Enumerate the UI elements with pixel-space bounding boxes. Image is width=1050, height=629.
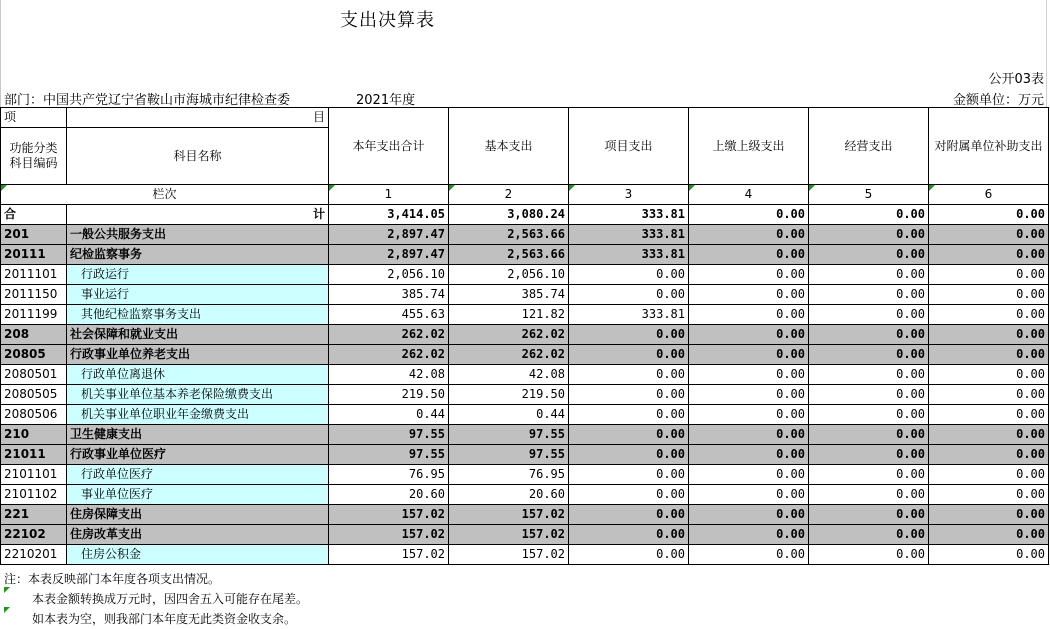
header-col-upper[interactable]: 上缴上级支出 — [689, 108, 809, 185]
row-name[interactable]: 纪检监察事务 — [67, 245, 329, 265]
note-2-text: 本表金额转换成万元时，因四舍五入可能存在尾差。 — [32, 592, 309, 606]
row-value[interactable]: 0.00 — [689, 525, 809, 545]
row-value[interactable]: 0.00 — [689, 245, 809, 265]
row-value[interactable]: 0.00 — [929, 465, 1049, 485]
row-value[interactable]: 262.02 — [329, 345, 449, 365]
col-num-5[interactable]: 5 — [809, 185, 929, 205]
note-3-text: 如本表为空，则我部门本年度无此类资金收支余。 — [32, 612, 297, 626]
row-code[interactable]: 2011199 — [1, 305, 67, 325]
row-value[interactable]: 0.00 — [569, 345, 689, 365]
table-row — [1, 325, 1049, 345]
table-row — [1, 525, 1049, 545]
col-num-4[interactable]: 4 — [689, 185, 809, 205]
total-value[interactable]: 3,414.05 — [329, 205, 449, 225]
row-name[interactable]: 其他纪检监察事务支出 — [67, 305, 329, 325]
row-value[interactable]: 0.00 — [809, 285, 929, 305]
row-value[interactable]: 76.95 — [329, 465, 449, 485]
row-value[interactable]: 0.00 — [689, 305, 809, 325]
col-num-3[interactable]: 3 — [569, 185, 689, 205]
row-value[interactable]: 0.00 — [569, 265, 689, 285]
row-value[interactable]: 0.00 — [569, 325, 689, 345]
row-code[interactable]: 201 — [1, 225, 67, 245]
row-code[interactable]: 210 — [1, 425, 67, 445]
row-value[interactable]: 0.00 — [569, 425, 689, 445]
header-col-business[interactable]: 经营支出 — [809, 108, 929, 185]
note-1: 注：本表反映部门本年度各项支出情况。 — [4, 572, 221, 586]
header-row-top — [1, 108, 1049, 128]
row-value[interactable]: 157.02 — [449, 545, 569, 565]
row-value[interactable]: 0.00 — [689, 405, 809, 425]
row-value[interactable]: 0.00 — [569, 405, 689, 425]
row-value[interactable]: 0.00 — [809, 525, 929, 545]
row-value[interactable]: 157.02 — [449, 525, 569, 545]
table-row — [1, 545, 1049, 565]
header-col-total[interactable]: 本年支出合计 — [329, 108, 449, 185]
row-code[interactable]: 20111 — [1, 245, 67, 265]
row-code[interactable]: 2210201 — [1, 545, 67, 565]
row-name[interactable]: 住房保障支出 — [67, 505, 329, 525]
row-value[interactable]: 0.00 — [809, 345, 929, 365]
row-value[interactable]: 455.63 — [329, 305, 449, 325]
row-value[interactable]: 0.00 — [809, 225, 929, 245]
row-value[interactable]: 121.82 — [449, 305, 569, 325]
row-code[interactable]: 2011150 — [1, 285, 67, 305]
row-value[interactable]: 219.50 — [449, 385, 569, 405]
row-value[interactable]: 0.00 — [929, 485, 1049, 505]
row-value[interactable]: 0.00 — [929, 505, 1049, 525]
row-code[interactable]: 2011101 — [1, 265, 67, 285]
row-value[interactable]: 0.00 — [809, 305, 929, 325]
header-mu[interactable]: 目 — [67, 108, 329, 128]
row-value[interactable]: 0.00 — [929, 225, 1049, 245]
header-name[interactable]: 科目名称 — [67, 128, 329, 185]
header-lanci[interactable]: 栏次 — [1, 185, 329, 205]
table-row — [1, 285, 1049, 305]
cell-marker-icon — [4, 587, 10, 593]
row-value[interactable]: 0.00 — [929, 365, 1049, 385]
cell-marker-icon — [4, 607, 10, 613]
total-value[interactable]: 3,080.24 — [449, 205, 569, 225]
row-value[interactable]: 0.00 — [689, 265, 809, 285]
row-value[interactable]: 0.00 — [689, 385, 809, 405]
table-row — [1, 465, 1049, 485]
table-row — [1, 265, 1049, 285]
unit-label: 金额单位：万元 — [952, 93, 1044, 108]
table-row — [1, 385, 1049, 405]
row-value[interactable]: 20.60 — [449, 485, 569, 505]
row-value[interactable]: 0.00 — [689, 485, 809, 505]
row-value[interactable]: 0.00 — [689, 365, 809, 385]
row-value[interactable]: 0.00 — [929, 525, 1049, 545]
row-code[interactable]: 208 — [1, 325, 67, 345]
col-num-1[interactable]: 1 — [329, 185, 449, 205]
header-col-project[interactable]: 项目支出 — [569, 108, 689, 185]
row-value[interactable]: 0.44 — [329, 405, 449, 425]
row-value[interactable]: 157.02 — [329, 545, 449, 565]
row-value[interactable]: 0.00 — [689, 465, 809, 485]
expenditure-table — [0, 107, 1049, 565]
row-code[interactable]: 2101101 — [1, 465, 67, 485]
row-value[interactable]: 0.00 — [569, 545, 689, 565]
row-value[interactable]: 0.00 — [809, 485, 929, 505]
total-value[interactable]: 333.81 — [569, 205, 689, 225]
row-value[interactable]: 0.00 — [569, 385, 689, 405]
table-row — [1, 245, 1049, 265]
row-value[interactable]: 219.50 — [329, 385, 449, 405]
row-value[interactable]: 2,563.66 — [449, 225, 569, 245]
col-num-2[interactable]: 2 — [449, 185, 569, 205]
table-row — [1, 405, 1049, 425]
row-name[interactable]: 卫生健康支出 — [67, 425, 329, 445]
row-value[interactable]: 76.95 — [449, 465, 569, 485]
row-value[interactable]: 20.60 — [329, 485, 449, 505]
page-title: 支出决算表 — [340, 10, 435, 31]
row-value[interactable]: 333.81 — [569, 245, 689, 265]
table-row — [1, 305, 1049, 325]
row-value[interactable]: 97.55 — [329, 425, 449, 445]
row-value[interactable]: 0.00 — [689, 445, 809, 465]
total-value[interactable]: 0.00 — [689, 205, 809, 225]
form-code: 公开03表 — [988, 72, 1044, 87]
total-label-left[interactable]: 合 — [1, 205, 67, 225]
row-value[interactable]: 0.00 — [929, 325, 1049, 345]
row-name[interactable]: 行政运行 — [67, 265, 329, 285]
table-row — [1, 365, 1049, 385]
row-value[interactable]: 385.74 — [449, 285, 569, 305]
row-name[interactable]: 住房公积金 — [67, 545, 329, 565]
row-value[interactable]: 0.00 — [569, 485, 689, 505]
row-value[interactable]: 0.00 — [689, 505, 809, 525]
row-value[interactable]: 0.00 — [569, 365, 689, 385]
row-value[interactable]: 0.00 — [809, 385, 929, 405]
table-row — [1, 345, 1049, 365]
col-num-6[interactable]: 6 — [929, 185, 1049, 205]
row-value[interactable]: 2,563.66 — [449, 245, 569, 265]
table-row — [1, 445, 1049, 465]
row-value[interactable]: 0.00 — [689, 285, 809, 305]
row-value[interactable]: 0.00 — [929, 445, 1049, 465]
row-value[interactable]: 0.00 — [929, 405, 1049, 425]
row-name[interactable]: 行政事业单位医疗 — [67, 445, 329, 465]
total-value[interactable]: 0.00 — [929, 205, 1049, 225]
row-value[interactable]: 0.00 — [929, 385, 1049, 405]
row-code[interactable]: 20805 — [1, 345, 67, 365]
row-value[interactable]: 0.00 — [809, 465, 929, 485]
row-value[interactable]: 0.00 — [569, 285, 689, 305]
row-value[interactable]: 0.00 — [809, 325, 929, 345]
row-value[interactable]: 0.00 — [809, 505, 929, 525]
department-label: 部门：中国共产党辽宁省鞍山市海城市纪律检查委 — [4, 93, 291, 108]
total-value[interactable]: 0.00 — [809, 205, 929, 225]
row-name[interactable]: 机关事业单位基本养老保险缴费支出 — [67, 385, 329, 405]
row-value[interactable]: 42.08 — [449, 365, 569, 385]
row-value[interactable]: 262.02 — [449, 345, 569, 365]
table-row — [1, 485, 1049, 505]
header-xiang[interactable]: 项 — [1, 108, 67, 128]
year-label: 2021年度 — [356, 93, 416, 108]
row-value[interactable]: 0.00 — [929, 425, 1049, 445]
row-code[interactable]: 21011 — [1, 445, 67, 465]
note-3 — [4, 609, 308, 629]
row-value[interactable]: 333.81 — [569, 225, 689, 245]
row-value[interactable]: 2,897.47 — [329, 225, 449, 245]
row-value[interactable]: 0.00 — [689, 345, 809, 365]
row-value[interactable]: 0.00 — [809, 425, 929, 445]
total-label-right[interactable]: 计 — [67, 205, 329, 225]
row-name[interactable]: 行政事业单位养老支出 — [67, 345, 329, 365]
row-value[interactable]: 0.00 — [929, 305, 1049, 325]
row-value[interactable]: 0.00 — [809, 245, 929, 265]
row-name[interactable]: 事业运行 — [67, 285, 329, 305]
row-code[interactable]: 2101102 — [1, 485, 67, 505]
header-col-subsidy[interactable]: 对附属单位补助支出 — [929, 108, 1049, 185]
sheet-gridline — [1046, 0, 1047, 108]
row-code[interactable]: 221 — [1, 505, 67, 525]
row-value[interactable]: 0.00 — [929, 265, 1049, 285]
row-value[interactable]: 0.44 — [449, 405, 569, 425]
row-value[interactable]: 0.00 — [569, 445, 689, 465]
row-name[interactable]: 行政单位医疗 — [67, 465, 329, 485]
notes — [4, 569, 308, 629]
table-row — [1, 425, 1049, 445]
row-value[interactable]: 2,056.10 — [449, 265, 569, 285]
row-value[interactable]: 0.00 — [809, 445, 929, 465]
row-value[interactable]: 157.02 — [329, 525, 449, 545]
row-value[interactable]: 0.00 — [929, 545, 1049, 565]
row-name[interactable]: 机关事业单位职业年金缴费支出 — [67, 405, 329, 425]
row-name[interactable]: 行政单位离退休 — [67, 365, 329, 385]
row-value[interactable]: 0.00 — [689, 545, 809, 565]
row-value[interactable]: 2,056.10 — [329, 265, 449, 285]
row-value[interactable]: 0.00 — [809, 545, 929, 565]
row-value[interactable]: 0.00 — [569, 525, 689, 545]
table-row — [1, 505, 1049, 525]
row-value[interactable]: 2,897.47 — [329, 245, 449, 265]
total-row — [1, 205, 1049, 225]
row-value[interactable]: 97.55 — [329, 445, 449, 465]
row-value[interactable]: 0.00 — [809, 265, 929, 285]
row-code[interactable]: 22102 — [1, 525, 67, 545]
row-code[interactable]: 2080506 — [1, 405, 67, 425]
row-value[interactable]: 262.02 — [449, 325, 569, 345]
row-name[interactable]: 事业单位医疗 — [67, 485, 329, 505]
row-value[interactable]: 0.00 — [929, 245, 1049, 265]
row-code[interactable]: 2080501 — [1, 365, 67, 385]
row-value[interactable]: 42.08 — [329, 365, 449, 385]
row-value[interactable]: 0.00 — [929, 345, 1049, 365]
table-row — [1, 225, 1049, 245]
row-value[interactable]: 0.00 — [689, 325, 809, 345]
row-name[interactable]: 一般公共服务支出 — [67, 225, 329, 245]
note-2 — [4, 589, 308, 609]
row-value[interactable]: 0.00 — [569, 465, 689, 485]
header-code[interactable]: 功能分类科目编码 — [1, 128, 67, 185]
row-name[interactable]: 住房改革支出 — [67, 525, 329, 545]
row-value[interactable]: 333.81 — [569, 305, 689, 325]
row-value[interactable]: 157.02 — [329, 505, 449, 525]
row-value[interactable]: 0.00 — [569, 505, 689, 525]
row-value[interactable]: 0.00 — [689, 425, 809, 445]
row-value[interactable]: 262.02 — [329, 325, 449, 345]
row-value[interactable]: 0.00 — [809, 405, 929, 425]
row-value[interactable]: 0.00 — [689, 225, 809, 245]
row-value[interactable]: 0.00 — [929, 285, 1049, 305]
header-row-lanci — [1, 185, 1049, 205]
row-value[interactable]: 97.55 — [449, 445, 569, 465]
sheet-left-border — [0, 0, 1, 108]
row-code[interactable]: 2080505 — [1, 385, 67, 405]
row-value[interactable]: 0.00 — [809, 365, 929, 385]
header-col-basic[interactable]: 基本支出 — [449, 108, 569, 185]
row-value[interactable]: 97.55 — [449, 425, 569, 445]
row-value[interactable]: 385.74 — [329, 285, 449, 305]
row-name[interactable]: 社会保障和就业支出 — [67, 325, 329, 345]
row-value[interactable]: 157.02 — [449, 505, 569, 525]
